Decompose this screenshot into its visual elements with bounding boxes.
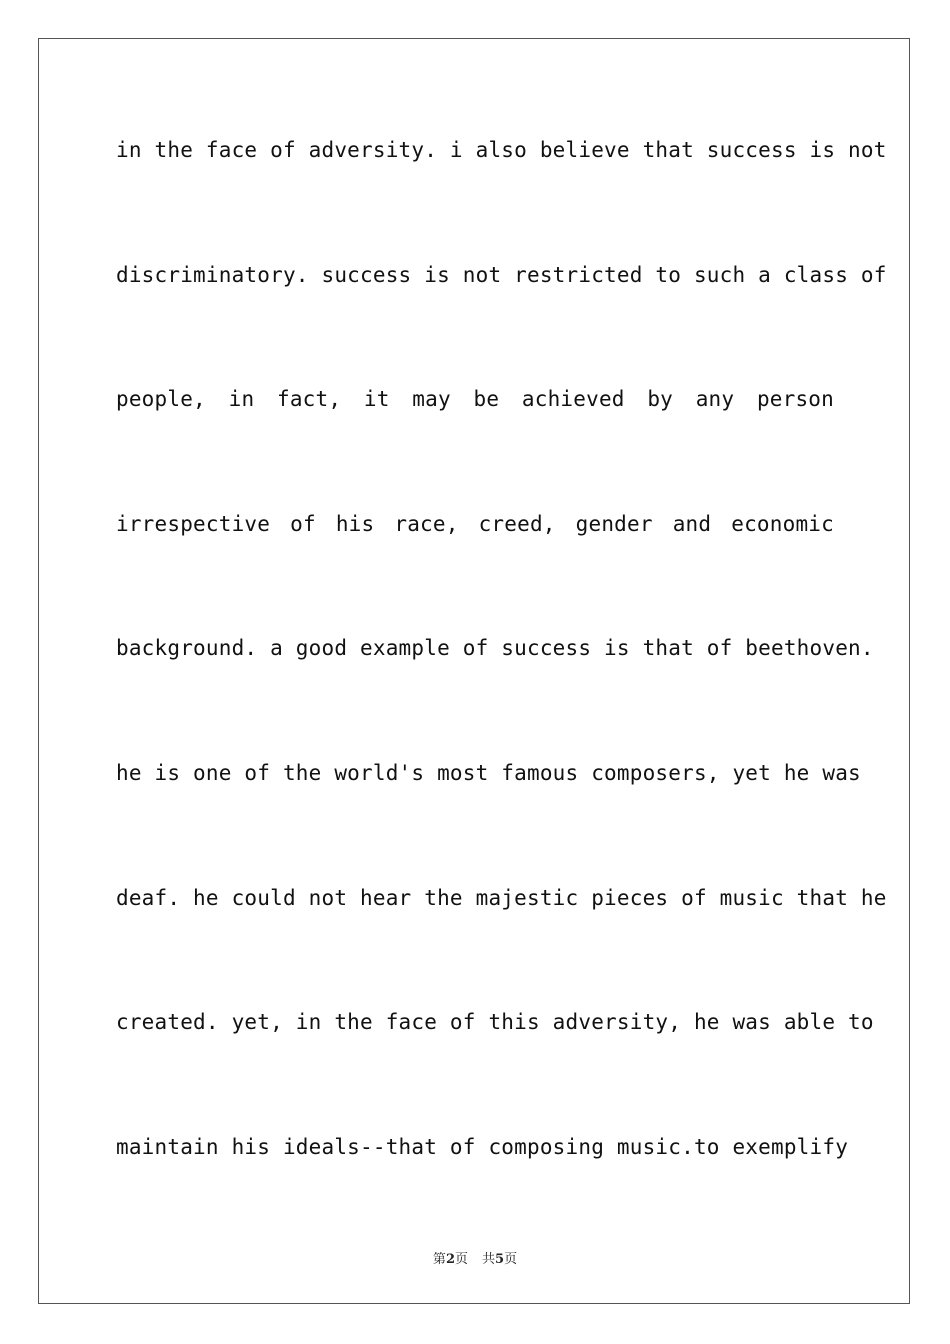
total-pages: 5 <box>495 1252 505 1267</box>
text-line: deaf. he could not hear the majestic pieces of music that he <box>116 885 887 910</box>
text-line: people, in fact, it may be achieved by any person <box>116 387 834 412</box>
text-line: maintain his ideals--that of composing music.to exemplify <box>116 1134 849 1159</box>
text-line: irrespective of his race, creed, gender and economic <box>116 511 834 536</box>
text-line: background. a good example of success is that of beethoven. <box>116 636 874 661</box>
text-line: in the face of adversity. i also believe that success is not <box>116 138 887 162</box>
text-line: created. yet, in the face of this adversity, he was able to <box>116 1010 874 1035</box>
text-line: discriminatory. success is not restricted to such a class of <box>116 262 887 287</box>
total-suffix: 页 <box>504 1252 518 1267</box>
page-number: 2 <box>445 1252 455 1267</box>
page-suffix: 页 <box>454 1252 468 1267</box>
document-body <box>116 133 887 1254</box>
page-footer <box>0 1248 950 1267</box>
text-line: he is one of the world's most famous composers, yet he was <box>116 760 861 785</box>
page-prefix: 第 <box>432 1252 446 1267</box>
total-prefix: 共 <box>482 1252 496 1267</box>
